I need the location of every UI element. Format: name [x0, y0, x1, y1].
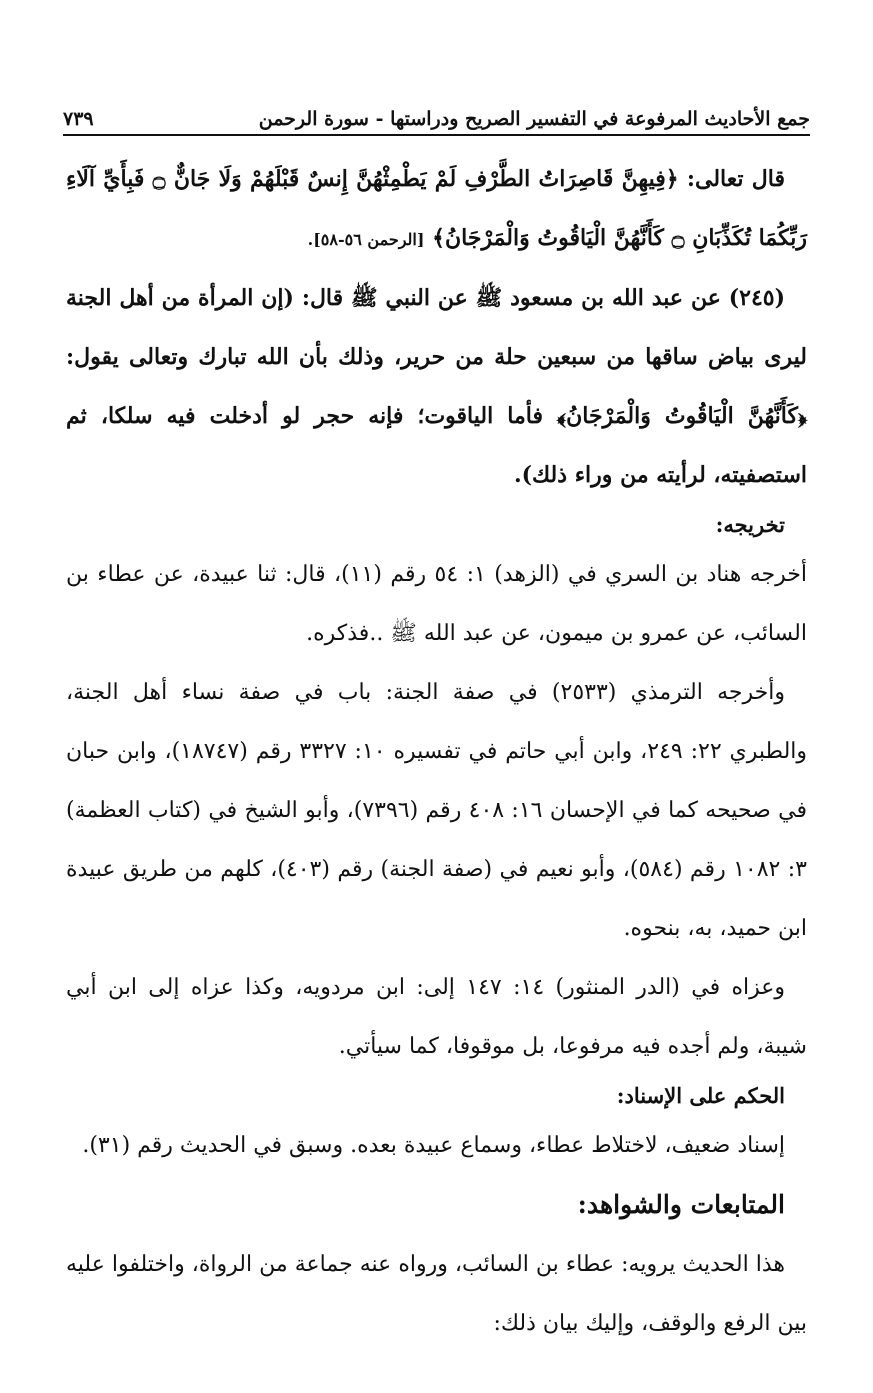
- takhrij-paragraph-3: وعزاه في (الدر المنثور) ١٤: ١٤٧ إلى: ابن مردويه، وكذا عزاه إلى ابن أبي شيبة، ولم أجده فيه مرفوعا، بل موقوفا، كما سيأتي.: [66, 975, 807, 1059]
- verse-text: قال تعالى: ﴿فِيهِنَّ قَاصِرَاتُ الطَّرْفِ لَمْ يَطْمِثْهُنَّ إِنسٌ قَبْلَهُمْ وَلَا جَانٌّ ۝ فَبِأَيِّ آلَاءِ رَبِّكُمَا تُكَذِّبَانِ ۝ كَأَنَّهُنَّ الْيَاقُوتُ وَالْمَرْجَانُ﴾: [66, 166, 807, 251]
- verse-reference: [الرحمن ٥٦-٥٨].: [307, 230, 425, 249]
- page-body: [66, 150, 807, 1353]
- mutabaat-heading: المتابعات والشواهد:: [577, 1190, 785, 1219]
- takhrij-paragraph-1: أخرجه هناد بن السري في (الزهد) ١: ٥٤ رقم (١١)، قال: ثنا عبيدة، عن عطاء بن السائب، عن عمرو بن ميمون، عن عبد الله ﷺ ..فذكره.: [66, 562, 807, 646]
- verse-paragraph: [66, 150, 807, 269]
- takhrij-heading: تخريجه:: [715, 512, 785, 537]
- hukm-heading: الحكم على الإسناد:: [616, 1083, 785, 1108]
- hukm-paragraph: إسناد ضعيف، لاختلاط عطاء، وسماع عبيدة بعده. وسبق في الحديث رقم (٣١).: [82, 1133, 785, 1158]
- header-title: جمع الأحاديث المرفوعة في التفسير الصريح ودراستها - سورة الرحمن: [258, 108, 810, 130]
- hadith-paragraph: (٢٤٥) عن عبد الله بن مسعود ﷺ عن النبي ﷺ قال: (إن المرأة من أهل الجنة ليرى بياض ساقها من سبعين حلة من حرير، وذلك بأن الله تبارك وتعالى يقول: ﴿كَأَنَّهُنَّ الْيَاقُوتُ وَالْمَرْجَانُ﴾ فأما الياقوت؛ فإنه حجر لو أدخلت فيه سلكا، ثم استصفيته، لرأيته من وراء ذلك).: [66, 285, 807, 488]
- page-number: ٧٣٩: [63, 108, 94, 130]
- mutabaat-paragraph: هذا الحديث يرويه: عطاء بن السائب، ورواه عنه جماعة من الرواة، واختلفوا عليه بين الرفع والوقف، وإليك بيان ذلك:: [66, 1252, 807, 1336]
- takhrij-paragraph-2: وأخرجه الترمذي (٢٥٣٣) في صفة الجنة: باب في صفة نساء أهل الجنة، والطبري ٢٢: ٢٤٩، وابن أبي حاتم في تفسيره ١٠: ٣٣٢٧ رقم (١٨٧٤٧)، وابن حبان في صحيحه كما في الإحسان ١٦: ٤٠٨ رقم (٧٣٩٦)، وأبو الشيخ في (كتاب العظمة) ٣: ١٠٨٢ رقم (٥٨٤)، وأبو نعيم في (صفة الجنة) رقم (٤٠٣)، كلهم من طريق عبيدة ابن حميد، به، بنحوه.: [66, 680, 808, 941]
- running-header: [63, 100, 810, 136]
